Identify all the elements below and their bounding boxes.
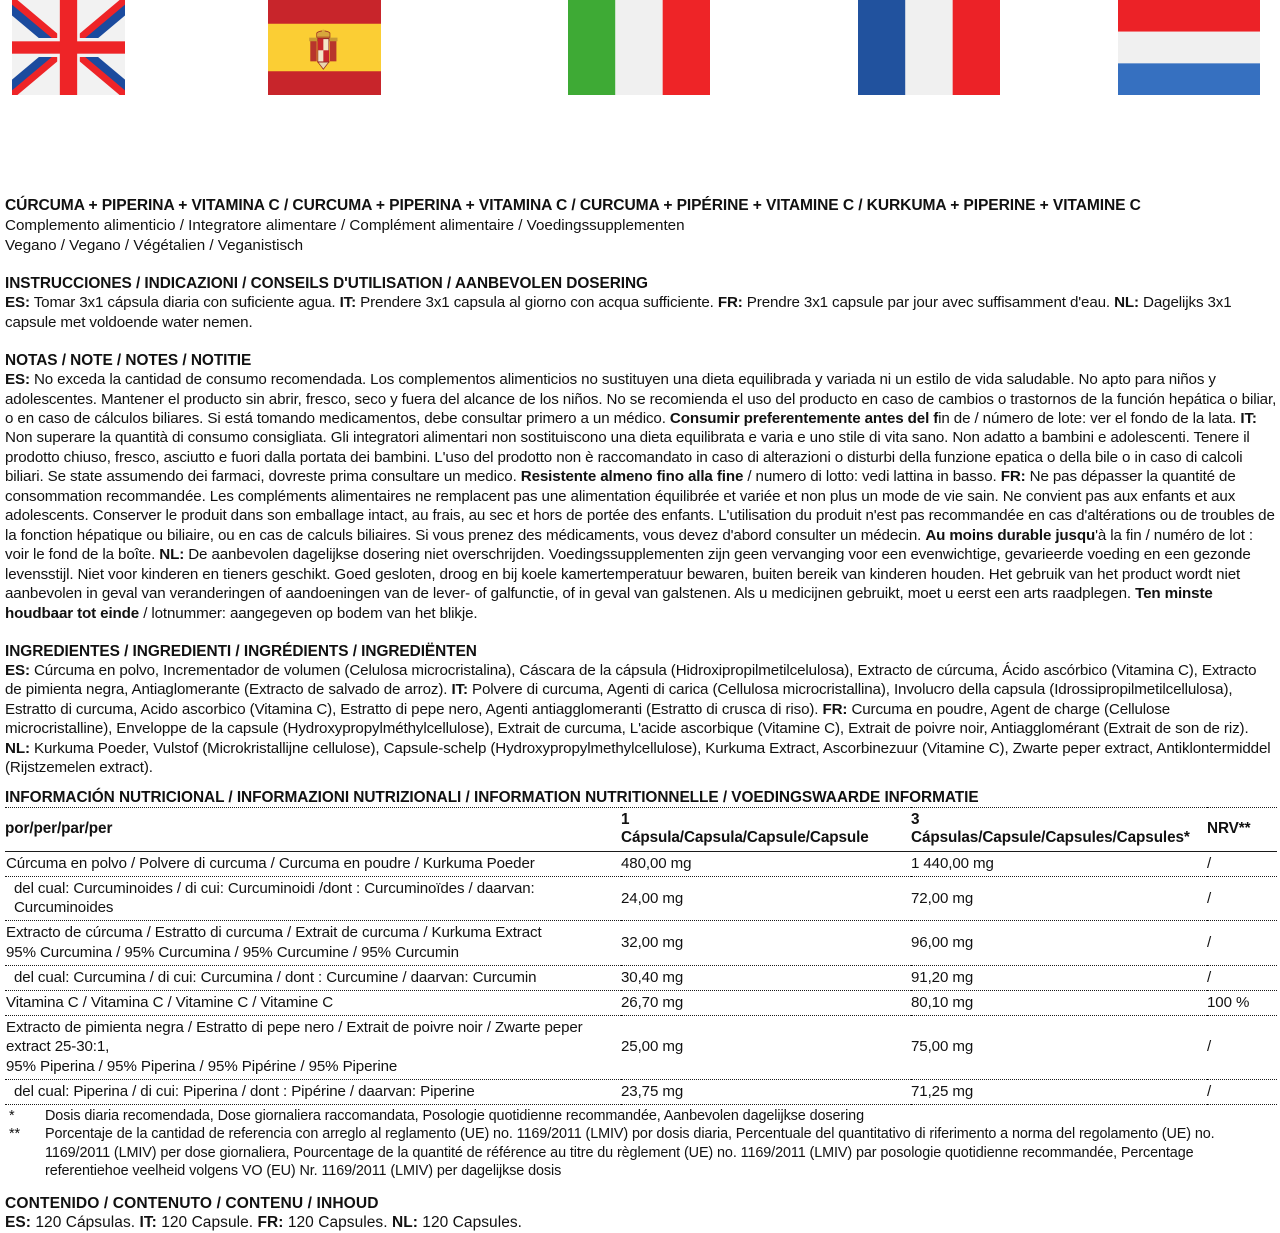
ingredients-it-label: IT: (451, 681, 468, 699)
col-header-nrv: NRV** (1207, 807, 1277, 851)
notes-nl-text-a: De aanbevolen dagelijkse dosering niet overschrijden. Voedingssupplementen zijn geen vervanging voor een evenwichtige, gevarieerde voeding en een gezonde levensstijl. Niet voor kinderen en tieners geschikt. Goed gesloten, droog en bij koele kamertemperatuur bewaren, buiten bereik van kinderen houden. Het gebruik van het product wordt niet aanbevolen in geval van veranderingen of aandoeningen van de lever- of galfunctie, of in geval van galstenen. Als u medicijnen gebruikt, moet u eerst een arts raadplegen. (5, 546, 1251, 603)
ingredients-nl-text: Kurkuma Poeder, Vulstof (Microkristallijne cellulose), Capsule-schelp (Hydroxypropylmethylcellulose), Kurkuma Extract, Ascorbinezuur (Vitamine C), Zwarte peper extract, Antiklontermiddel (Rijstzemelen extract). (5, 739, 1271, 777)
ingredients-fr-label: FR: (822, 700, 848, 718)
content-fr-label: FR: (257, 1214, 284, 1232)
nutrient-nrv: / (1207, 965, 1277, 990)
nutrient-amount-three: 1 440,00 mg (911, 851, 1207, 876)
instructions-it-text: Prendere 3x1 capsula al giorno con acqua sufficiente. (356, 294, 718, 312)
instructions-nl-text: Dagelijks 3x1 capsule met voldoende water nemen. (5, 294, 1232, 331)
col-header-three-capsules: 3 Cápsulas/Capsule/Capsules/Capsules* (911, 807, 1207, 851)
nutrition-heading: INFORMACIÓN NUTRICIONAL / INFORMAZIONI NUTRIZIONALI / INFORMATION NUTRITIONNELLE / VOEDINGSWAARDE INFORMATIE (5, 788, 979, 806)
col-header-one-capsule: 1 Cápsula/Capsula/Capsule/Capsule (621, 807, 911, 851)
notes-nl-text-b: / lotnummer: aangegeven op bodem van het blikje. (139, 604, 478, 622)
nutrient-nrv: / (1207, 921, 1277, 965)
nutrient-name-line1: Extracto de cúrcuma / Estratto di curcuma / Extrait de curcuma / Kurkuma Extract (6, 924, 542, 942)
flag-es-icon (268, 0, 381, 95)
table-row (5, 876, 1277, 920)
instructions-fr-label: FR: (717, 294, 743, 312)
footnote-marker: * (9, 1107, 15, 1124)
flag-uk-icon (12, 0, 125, 95)
notes-it-label: IT: (1240, 410, 1257, 427)
flag-strip (0, 0, 1280, 100)
content-heading: CONTENIDO / CONTENUTO / CONTENU / INHOUD (5, 1195, 379, 1213)
product-category: Complemento alimenticio / Integratore alimentare / Complément alimentaire / Voedingssupplementen (5, 217, 685, 234)
footnote-marker: ** (9, 1126, 21, 1143)
notes-it-text-b: / numero di lotto: vedi lattina in basso. (743, 468, 1001, 486)
content-it-text: 120 Capsule. (156, 1214, 258, 1232)
content-nl-text: 120 Capsules. (417, 1214, 523, 1232)
nutrient-amount-one: 24,00 mg (621, 876, 911, 920)
nutrient-name-line1: del cual: Piperina / di cui: Piperina / dont : Pipérine / daarvan: Piperine (14, 1082, 475, 1100)
nutrient-amount-three: 71,25 mg (911, 1079, 1207, 1104)
nutrient-name-line1: del cual: Curcuminoides / di cui: Curcuminoidi /dont : Curcuminoïdes / daarvan: Curcuminoides (14, 879, 535, 917)
notes-nl-label: NL: (159, 546, 185, 564)
nutrient-name (5, 851, 621, 876)
footnote-text: Dosis diaria recomendada, Dose giornaliera raccomandata, Posologie quotidienne recommandée, Aanbevolen dagelijkse dosering (45, 1107, 864, 1124)
content-es-text: 120 Cápsulas. (31, 1214, 140, 1232)
nutrient-name (5, 1079, 621, 1104)
nutrient-amount-three: 75,00 mg (911, 1016, 1207, 1080)
product-diet: Vegano / Vegano / Végétalien / Veganistisch (5, 236, 304, 254)
nutrient-nrv: / (1207, 851, 1277, 876)
ingredients-heading: INGREDIENTES / INGREDIENTI / INGRÉDIENTS / INGREDIËNTEN (5, 642, 477, 660)
instructions-nl-label: NL: (1114, 294, 1139, 312)
ingredients-it-text: Polvere di curcuma, Agenti di carica (Cellulosa microcristallina), Involucro della capsula (Idrossipropilmetilcellulosa), Estratto di curcuma, Acido ascorbico (Vitamina C), Estratto di pepe nero, Agenti antiagglomeranti (Estratto di crusca di riso). (5, 681, 1233, 718)
nutrient-nrv: / (1207, 1016, 1277, 1080)
nutrient-name-line1: Cúrcuma en polvo / Polvere di curcuma / Curcuma en poudre / Kurkuma Poeder (6, 854, 535, 872)
nutrient-amount-one: 30,40 mg (621, 965, 911, 990)
notes-nl-bold: Ten minste houdbaar tot einde (5, 585, 1213, 622)
nutrition-table-body (5, 851, 1277, 1104)
notes-es-bold: Consumir preferentemente antes del f (669, 410, 939, 427)
ingredients-nl-label: NL: (5, 739, 30, 757)
table-row (5, 990, 1277, 1015)
footnote-row (5, 1125, 1277, 1180)
notes-fr-text-a: Ne pas dépasser la quantité de consommation recommandée. Les compléments alimentaires ne remplacent pas une alimentation équilibrée et variée et non plus un mode de vie sain. Ne convient pas aux enfants et aux adolescents. Conserver le produit dans son emballage intact, au frais, au sec et hors de portée des enfants. L'utilisation du produit n'est pas recommandée en cas d'altérations ou de troubles de la fonction hépatique ou biliaire, ou en cas de calculs biliaires. Si vous prenez des médicaments, vous devez d'abord consulter un médecin. (5, 468, 1275, 544)
nutrient-name (5, 876, 621, 920)
table-row (5, 965, 1277, 990)
flag-nl-icon (1118, 0, 1260, 95)
ingredients-body (5, 661, 1277, 778)
footnotes (5, 1105, 1277, 1180)
nutrient-amount-one: 32,00 mg (621, 921, 911, 965)
notes-heading: NOTAS / NOTE / NOTES / NOTITIE (5, 352, 252, 370)
instructions-es-text: Tomar 3x1 cápsula diaria con suficiente agua. (29, 294, 340, 312)
nutrient-nrv: 100 % (1207, 990, 1277, 1015)
nutrient-name (5, 990, 621, 1015)
content-nl-label: NL: (391, 1214, 418, 1232)
flag-fr-icon (858, 0, 1000, 95)
notes-fr-bold: Au moins durable jusqu (925, 526, 1096, 544)
nutrient-nrv: / (1207, 876, 1277, 920)
nutrition-table (5, 807, 1277, 1105)
nutrition-table-head (5, 807, 1277, 851)
notes-it-bold: Resistente almeno fino alla fine (520, 468, 744, 486)
notes-fr-label: FR: (1000, 468, 1026, 486)
instructions-fr-text: Prendre 3x1 capsule par jour avec suffisamment d'eau. (742, 294, 1115, 312)
nutrient-nrv: / (1207, 1079, 1277, 1104)
instructions-heading: INSTRUCCIONES / INDICAZIONI / CONSEILS D'UTILISATION / AANBEVOLEN DOSERING (5, 275, 648, 293)
nutrient-amount-one: 480,00 mg (621, 851, 911, 876)
content-it-label: IT: (139, 1214, 157, 1232)
nutrient-name (5, 921, 621, 965)
nutrient-name-line2: 95% Piperina / 95% Piperina / 95% Pipérine / 95% Piperine (6, 1057, 398, 1075)
ingredients-es-text: Cúrcuma en polvo, Incrementador de volumen (Celulosa microcristalina), Cáscara de la cápsula (Hidroxipropilmetilcelulosa), Extracto de cúrcuma, Ácido ascórbico (Vitamina C), Extracto de pimienta negra, Antiaglomerante (Extracto de salvado de arroz). (5, 661, 1257, 699)
nutrient-name-line1: del cual: Curcumina / di cui: Curcumina / dont : Curcumine / daarvan: Curcumin (14, 968, 537, 986)
footnote-text: Porcentaje de la cantidad de referencia con arreglo al reglamento (UE) no. 1169/2011 (LMIV) por dosis diaria, Percentuale del quantitativo di riferimento a norma del regolamento (UE) no. 1169/2011 (LMIV) per dose giornaliera, Pourcentage de la quantité de référence au titre du règlement (UE) no. 1169/2011 (LMIV) par posologie quotidienne recommandée, Percentage referentiehoe veelheid volgens VO (EU) Nr. 1169/2011 (LMIV) per dagelijkse dosis (45, 1126, 1215, 1179)
nutrient-name (5, 1016, 621, 1080)
footnote-row (5, 1107, 1277, 1125)
content-body (5, 1213, 1277, 1232)
content-section (5, 1180, 1277, 1232)
nutrient-amount-three: 80,10 mg (911, 990, 1207, 1015)
notes-es-label: ES: (5, 371, 30, 389)
table-row (5, 1079, 1277, 1104)
table-header-row (5, 807, 1277, 851)
ingredients-fr-text: Curcuma en poudre, Agent de charge (Cellulose microcristalline), Enveloppe de la capsule (Hydroxypropylméthylcellulose), Extrait de curcuma, L'acide ascorbique (Vitamine C), Extrait de poivre noir, Antiagglomérant (Extrait de son de riz). (5, 700, 1249, 738)
nutrient-amount-three: 72,00 mg (911, 876, 1207, 920)
nutrient-amount-three: 91,20 mg (911, 965, 1207, 990)
nutrient-name-line1: Extracto de pimienta negra / Estratto di pepe nero / Extrait de poivre noir / Zwarte peper extract 25-30:1, (6, 1019, 583, 1056)
notes-body (5, 370, 1277, 623)
instructions-es-label: ES: (5, 294, 30, 312)
table-row (5, 921, 1277, 965)
nutrient-name (5, 965, 621, 990)
table-row (5, 851, 1277, 876)
notes-es-text-a: No exceda la cantidad de consumo recomendada. Los complementos alimenticios no sustituyen una dieta equilibrada y variada ni un estilo de vida saludable. No apto para niños y adolescentes. Mantener el producto sin abrir, fresco, seco y fuera del alcance de los niños. No se recomienda el uso del producto en caso de cambios o trastornos de la función hepática o biliar, o en caso de cálculos biliares. Si está tomando medicamentos, debe consultar primero a un médico. (5, 371, 1277, 427)
table-row (5, 1016, 1277, 1080)
col-header-name: por/per/par/per (5, 807, 621, 851)
notes-it-text-a: Non superare la quantità di consumo consigliata. Gli integratori alimentari non sostituiscono una dieta equilibrata e varia e uno stile di vita sano. Non adatto a bambini e adolescenti. Tenere il prodotto chiuso, fresco, asciutto e fuori dalla portata dei bambini. L'uso del prodotto non è raccomandato in caso di alterazioni o disturbi della funzione epatica o della bile o in caso di calcoli biliari. Se state assumendo dei farmaci, dovreste prima consultare un medico. (5, 429, 1250, 486)
notes-fr-text-b: 'à la fin / numéro de lot : voir le fond de la boîte. (5, 526, 1253, 564)
nutrient-amount-three: 96,00 mg (911, 921, 1207, 965)
nutrient-name-line2: 95% Curcumina / 95% Curcumina / 95% Curcumine / 95% Curcumin (6, 943, 459, 961)
instructions-it-label: IT: (339, 294, 357, 312)
product-title: CÚRCUMA + PIPERINA + VITAMINA C / CURCUMA + PIPERINA + VITAMINA C / CURCUMA + PIPÉRINE + VITAMINE C / KURKUMA + PIPERINE + VITAMINE C (5, 197, 1141, 214)
flag-it-icon (568, 0, 710, 95)
nutrient-amount-one: 26,70 mg (621, 990, 911, 1015)
nutrient-name-line1: Vitamina C / Vitamina C / Vitamine C / Vitamine C (6, 993, 334, 1011)
ingredients-es-label: ES: (5, 661, 30, 679)
notes-es-text-b: in de / número de lote: ver el fondo de la lata. (938, 410, 1241, 427)
label-content (5, 196, 1277, 1233)
content-fr-text: 120 Capsules. (283, 1214, 392, 1232)
instructions-body (5, 293, 1277, 332)
nutrient-amount-one: 25,00 mg (621, 1016, 911, 1080)
content-es-label: ES: (5, 1214, 31, 1232)
nutrient-amount-one: 23,75 mg (621, 1079, 911, 1104)
